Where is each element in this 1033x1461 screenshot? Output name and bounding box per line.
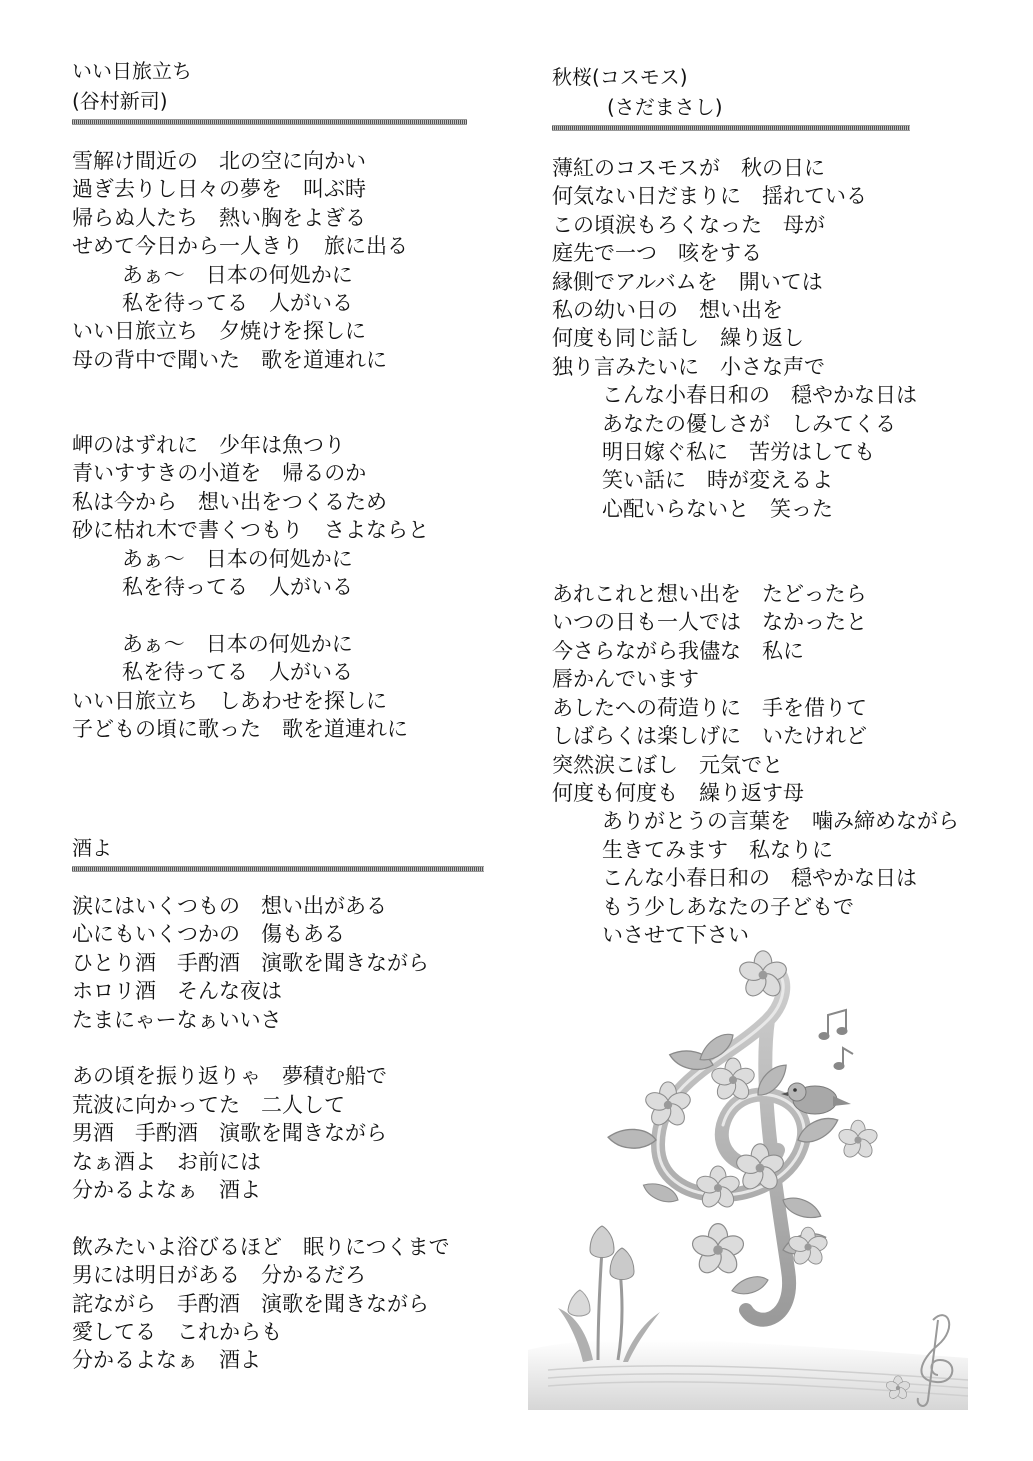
lyric-line: 私の幼い日の 想い出を bbox=[552, 298, 783, 323]
lyric-line: 庭先で一つ 咳をする bbox=[552, 241, 762, 266]
lyric-line: 何度も同じ話し 繰り返し bbox=[552, 326, 804, 351]
lyric-line bbox=[552, 552, 910, 580]
treble-clef-flower-vine-icon bbox=[528, 950, 968, 1410]
lyric-line: こんな小春日和の 穏やかな日は bbox=[602, 866, 917, 891]
lyric-line: 子どもの頃に歌った 歌を道連れに bbox=[72, 717, 408, 742]
lyric-line: いい日旅立ち しあわせを探しに bbox=[72, 688, 387, 713]
lyric-line: あしたへの荷造りに 手を借りて bbox=[552, 695, 867, 720]
lyric-line bbox=[72, 601, 467, 629]
lyric-line: あぁ～ 日本の何処かに bbox=[122, 631, 353, 656]
song-title: 秋桜(コスモス) bbox=[552, 65, 688, 89]
lyric-line: 唇かんでいます bbox=[552, 667, 699, 692]
title-divider bbox=[552, 125, 910, 131]
lyric-line: 涙にはいくつもの 想い出がある bbox=[72, 894, 387, 918]
lyric-line: せめて今日から一人きり 旅に出る bbox=[72, 234, 408, 259]
lyric-line: 私を待ってる 人がいる bbox=[122, 660, 353, 685]
lyric-line bbox=[72, 374, 467, 402]
lyric-line: ホロリ酒 そんな夜は bbox=[72, 979, 282, 1004]
lyric-line: この頃涙もろくなった 母が bbox=[552, 212, 825, 237]
lyric-line bbox=[72, 1204, 484, 1232]
lyric-line: こんな小春日和の 穏やかな日は bbox=[602, 383, 917, 408]
lyric-line: 雪解け間近の 北の空に向かい bbox=[72, 149, 366, 173]
lyric-line: ひとり酒 手酌酒 演歌を聞きながら bbox=[72, 950, 429, 975]
lyric-line: 詫ながら 手酌酒 演歌を聞きながら bbox=[72, 1291, 429, 1316]
title-divider bbox=[72, 866, 484, 872]
lyric-line: あぁ～ 日本の何処かに bbox=[122, 262, 353, 287]
lyric-line: 過ぎ去りし日々の夢を 叫ぶ時 bbox=[72, 177, 366, 202]
lyrics-block bbox=[552, 154, 959, 949]
lyric-line: 心配いらないと 笑った bbox=[602, 496, 833, 521]
lyric-line bbox=[552, 523, 910, 551]
song-itsuka-hitabidachi bbox=[72, 56, 467, 743]
lyric-line: 荒波に向かってた 二人して bbox=[72, 1092, 345, 1117]
lyric-line: 砂に枯れ木で書くつもり さよならと bbox=[72, 518, 429, 543]
lyric-line: たまにゃーなぁいいさ bbox=[72, 1007, 282, 1032]
lyric-line: 何気ない日だまりに 揺れている bbox=[552, 184, 867, 209]
song-cosmos bbox=[552, 62, 959, 949]
lyric-line: 明日嫁ぐ私に 苦労はしても bbox=[602, 440, 875, 465]
lyric-line: 生きてみます 私なりに bbox=[602, 837, 833, 862]
lyric-line: 私を待ってる 人がいる bbox=[122, 291, 353, 316]
lyric-line: 分かるよなぁ 酒よ bbox=[72, 1178, 261, 1203]
lyric-line bbox=[72, 403, 467, 431]
lyric-line: あれこれと想い出を たどったら bbox=[552, 582, 867, 607]
lyrics-block bbox=[72, 892, 484, 1375]
lyric-line: 分かるよなぁ 酒よ bbox=[72, 1348, 261, 1373]
lyric-line: 男には明日がある 分かるだろ bbox=[72, 1263, 366, 1288]
lyric-line: もう少しあなたの子どもで bbox=[602, 894, 854, 919]
lyric-line: 私を待ってる 人がいる bbox=[122, 575, 353, 600]
lyric-line: 縁側でアルバムを 開いては bbox=[552, 269, 823, 294]
lyric-line: しばらくは楽しげに いたけれど bbox=[552, 724, 867, 749]
song-artist: (さだまさし) bbox=[607, 95, 723, 119]
lyric-line: いい日旅立ち 夕焼けを探しに bbox=[72, 319, 366, 344]
lyric-line: 私は今から 想い出をつくるため bbox=[72, 489, 387, 514]
song-artist: (谷村新司) bbox=[72, 89, 168, 113]
lyric-line: あの頃を振り返りゃ 夢積む船で bbox=[72, 1064, 387, 1089]
lyric-line bbox=[72, 1034, 484, 1062]
lyric-line: ありがとうの言葉を 噛み締めながら bbox=[602, 809, 959, 834]
song-title: 酒よ bbox=[72, 836, 112, 860]
lyric-line: 男酒 手酌酒 演歌を聞きながら bbox=[72, 1121, 387, 1146]
lyric-line: あぁ～ 日本の何処かに bbox=[122, 546, 353, 571]
lyrics-block bbox=[72, 147, 467, 743]
lyric-line: 笑い話に 時が変えるよ bbox=[602, 468, 833, 493]
lyric-line: 愛してる これからも bbox=[72, 1320, 282, 1345]
lyric-line: いつの日も一人では なかったと bbox=[552, 610, 867, 635]
song-sakeyo bbox=[72, 833, 484, 1375]
lyric-line: 心にもいくつかの 傷もある bbox=[72, 922, 345, 947]
lyric-line: 青いすすきの小道を 帰るのか bbox=[72, 461, 367, 486]
lyric-line: 帰らぬ人たち 熱い胸をよぎる bbox=[72, 205, 366, 230]
lyric-line: 突然涙こぼし 元気でと bbox=[552, 752, 783, 777]
lyric-line: なぁ酒よ お前には bbox=[72, 1149, 261, 1174]
song-title: いい日旅立ち bbox=[72, 59, 192, 83]
lyric-line: 薄紅のコスモスが 秋の日に bbox=[552, 156, 825, 180]
lyric-line: いさせて下さい bbox=[602, 922, 749, 947]
lyric-line: 独り言みたいに 小さな声で bbox=[552, 354, 825, 379]
lyric-line: 何度も何度も 繰り返す母 bbox=[552, 780, 804, 805]
lyric-line: 今さらながら我儘な 私に bbox=[552, 638, 804, 663]
title-divider bbox=[72, 119, 467, 125]
lyric-line: 母の背中で聞いた 歌を道連れに bbox=[72, 347, 387, 372]
lyric-line: あなたの優しさが しみてくる bbox=[602, 411, 896, 436]
lyric-line: 岬のはずれに 少年は魚つり bbox=[72, 433, 345, 458]
lyric-line: 飲みたいよ浴びるほど 眠りにつくまで bbox=[72, 1234, 450, 1259]
